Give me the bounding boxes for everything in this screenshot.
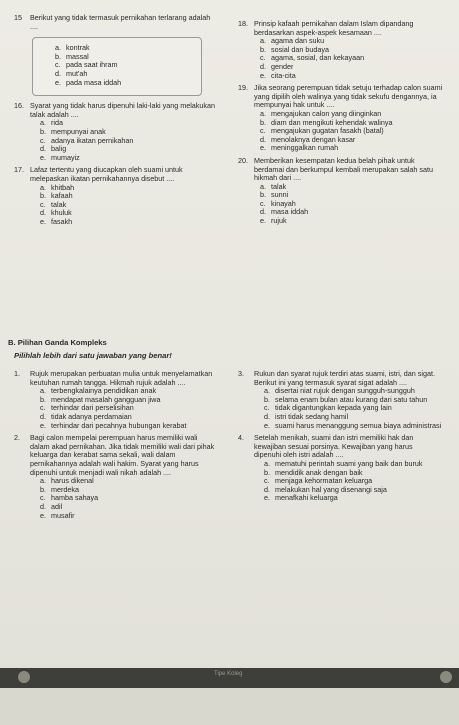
option-text: mempunyai anak xyxy=(51,126,106,136)
option-text: terhindar dari pecahnya hubungan kerabat xyxy=(51,420,187,430)
option-letter: b. xyxy=(40,484,46,494)
question-item xyxy=(238,20,450,80)
option-text: istri tidak sedang hamil xyxy=(275,411,349,421)
options-list xyxy=(14,184,220,227)
option-letter: b. xyxy=(264,467,270,477)
options-list xyxy=(238,183,450,226)
option-text: mengajukan calon yang diinginkan xyxy=(271,108,382,118)
answer-option[interactable] xyxy=(14,218,220,227)
option-text: balig xyxy=(51,144,67,154)
option-letter: d. xyxy=(260,134,266,144)
answer-option[interactable] xyxy=(238,422,450,431)
section-title: B. Pilihan Ganda Kompleks xyxy=(8,338,107,347)
options-list xyxy=(238,37,450,80)
question-number: 19. xyxy=(238,83,248,93)
option-letter: c. xyxy=(40,199,46,209)
circle-icon xyxy=(18,671,30,683)
answer-option[interactable] xyxy=(14,512,220,521)
question-text: Setelah menikah, suami dan istri memiliki hak dan kewajiban sesuai porsinya. Kewajiban yang harus dipenuhi oleh istri adalah .... xyxy=(254,433,414,460)
answer-option[interactable] xyxy=(238,37,450,46)
option-text: agama, sosial, dan kekayaan xyxy=(271,53,365,63)
answer-option[interactable] xyxy=(238,144,450,153)
answer-option[interactable] xyxy=(238,136,450,145)
question-text: Memberikan kesempatan kedua belah pihak untuk berdamai dan berkumpul kembali merupakan salah satu hikmah dari .... xyxy=(254,155,433,183)
question-text: Lafaz tertentu yang diucapkan oleh suami untuk melepaskan ikatan pernikahannya disebut .... xyxy=(30,165,183,183)
question-text: Syarat yang tidak harus dipenuhi laki-laki yang melakukan talak adalah .... xyxy=(30,101,215,119)
question-text: Rujuk merupakan perbuatan mulia untuk menyelamatkan keutuhan rumah tangga. Hikmah rujuk adalah .... xyxy=(30,369,213,387)
options-list xyxy=(238,387,450,430)
option-text: gender xyxy=(271,61,294,71)
option-text: kontrak xyxy=(66,43,90,53)
option-letter: c. xyxy=(260,53,266,63)
option-letter: d. xyxy=(40,501,46,511)
option-text: adanya ikatan pernikahan xyxy=(51,135,134,145)
option-text: menjaga kehormatan keluarga xyxy=(275,476,373,486)
option-letter: b. xyxy=(264,394,270,404)
option-text: agama dan suku xyxy=(271,36,325,46)
option-text: meninggalkan rumah xyxy=(271,143,339,153)
option-letter: b. xyxy=(40,191,46,201)
option-letter: c. xyxy=(260,126,266,136)
option-letter: b. xyxy=(55,51,61,61)
question-text: Berikut yang tidak termasuk pernikahan terlarang adalah .... xyxy=(30,13,211,31)
option-letter: c. xyxy=(264,403,270,413)
option-text: massal xyxy=(66,51,89,61)
option-letter: d. xyxy=(40,411,46,421)
option-letter: a. xyxy=(260,108,266,118)
option-text: mumayiz xyxy=(51,152,80,162)
section-instruction: Pilihlah lebih dari satu jawaban yang benar! xyxy=(14,351,172,360)
option-letter: e. xyxy=(260,70,266,80)
question-text: Jika seorang perempuan tidak setuju terhadap calon suami yang dipilih oleh walinya yang tidak sekufu dengannya, ia mempunyai hak untuk .... xyxy=(254,83,443,110)
option-letter: a. xyxy=(40,118,46,128)
option-letter: a. xyxy=(40,182,46,192)
option-letter: d. xyxy=(40,208,46,218)
option-text: tidak adanya perdamaian xyxy=(51,411,132,421)
option-text: kafaah xyxy=(51,191,73,201)
options-list xyxy=(14,119,220,162)
question-number: 2. xyxy=(14,433,20,443)
option-text: khuluk xyxy=(51,208,72,218)
option-text: sunni xyxy=(271,190,289,200)
option-letter: a. xyxy=(260,181,266,191)
question-item xyxy=(238,370,450,430)
option-letter: c. xyxy=(264,476,270,486)
answer-option[interactable] xyxy=(238,183,450,192)
option-letter: b. xyxy=(260,190,266,200)
left-column-top xyxy=(14,14,220,230)
option-text: talak xyxy=(51,199,67,209)
option-text: menafkahi keluarga xyxy=(275,493,338,503)
option-text: harus dikenal xyxy=(51,476,94,486)
question-item xyxy=(14,370,220,430)
option-text: disertai niat rujuk dengan sungguh-sungguh xyxy=(275,386,415,396)
option-text: rida xyxy=(51,118,63,128)
option-letter: a. xyxy=(264,386,270,396)
option-text: kinayah xyxy=(271,198,296,208)
option-letter: a. xyxy=(264,458,270,468)
option-letter: d. xyxy=(55,68,61,78)
option-text: mut'ah xyxy=(66,68,88,78)
option-letter: c. xyxy=(40,493,46,503)
option-text: diam dan mengikuti kehendak walinya xyxy=(271,117,393,127)
option-letter: d. xyxy=(260,61,266,71)
option-letter: e. xyxy=(260,216,266,226)
question-number: 1. xyxy=(14,369,20,378)
question-item xyxy=(238,157,450,226)
option-letter: c. xyxy=(260,198,266,208)
option-text: mendidik anak dengan baik xyxy=(275,467,363,477)
option-letter: b. xyxy=(260,44,266,54)
answer-option[interactable] xyxy=(14,154,220,163)
question-number: 18. xyxy=(238,19,248,28)
footer-band xyxy=(0,668,459,688)
option-text: suami harus menanggung semua biaya administrasi xyxy=(275,420,442,430)
question-number: 3. xyxy=(238,369,244,378)
option-letter: b. xyxy=(40,394,46,404)
option-text: menolaknya dengan kasar xyxy=(271,134,356,144)
left-column-bottom xyxy=(14,370,220,524)
option-letter: e. xyxy=(260,143,266,153)
option-letter: e. xyxy=(40,510,46,520)
answer-option[interactable] xyxy=(238,63,450,72)
option-letter: e. xyxy=(40,152,46,162)
option-text: merdeka xyxy=(51,484,79,494)
option-text: masa iddah xyxy=(271,207,309,217)
answer-option[interactable] xyxy=(238,208,450,217)
answer-option[interactable] xyxy=(14,422,220,431)
option-text: musafir xyxy=(51,510,75,520)
options-list xyxy=(238,460,450,503)
option-letter: a. xyxy=(260,36,266,46)
right-column-top xyxy=(238,20,450,230)
option-letter: a. xyxy=(55,43,61,53)
answer-option[interactable] xyxy=(238,191,450,200)
options-list xyxy=(32,37,202,96)
option-text: melakukan hal yang disenangi saja xyxy=(275,484,387,494)
option-text: rujuk xyxy=(271,216,287,226)
question-number: 20. xyxy=(238,155,248,165)
option-text: terbengkalainya pendidikan anak xyxy=(51,386,157,396)
question-text: Prinsip kafaah pernikahan dalam Islam dipandang berdasarkan aspek-aspek kesamaan .... xyxy=(254,19,414,37)
option-letter: e. xyxy=(40,420,46,430)
option-letter: d. xyxy=(40,144,46,154)
question-item xyxy=(238,434,450,503)
options-list xyxy=(14,387,220,430)
question-number: 17. xyxy=(14,165,24,175)
bottom-strip xyxy=(0,688,459,725)
section-b xyxy=(8,338,448,360)
option-text: fasakh xyxy=(51,216,73,226)
option-text: talak xyxy=(271,181,287,191)
option-letter: e. xyxy=(55,77,61,87)
option-text: pada masa iddah xyxy=(66,77,122,87)
option-text: terhindar dari perselisihan xyxy=(51,403,134,413)
question-item xyxy=(14,102,220,162)
option-text: adil xyxy=(51,501,63,511)
option-text: mendapat masalah gangguan jiwa xyxy=(51,394,161,404)
option-text: mematuhi perintah suami yang baik dan buruk xyxy=(275,458,423,468)
answer-option[interactable] xyxy=(238,54,450,63)
right-column-bottom xyxy=(238,370,450,507)
question-item xyxy=(14,14,220,96)
option-letter: d. xyxy=(264,484,270,494)
question-item xyxy=(238,84,450,153)
option-text: selama enam bulan atau kurang dari satu tahun xyxy=(275,394,428,404)
question-number: 15 xyxy=(14,13,22,22)
question-item xyxy=(14,434,220,520)
question-text: Bagi calon mempelai perempuan harus memiliki wali dalam akad pernikahan. Jika tidak memiliki wali dari pihak keluarga dan kerabat sama sekali, wali dalam pernikahannya adalah wali hakim. Syarat yang harus dipenuhi untuk menjadi wali nikah adalah .... xyxy=(30,433,215,477)
answer-option[interactable] xyxy=(238,494,450,503)
options-list xyxy=(14,477,220,520)
option-text: tidak digantungkan kepada yang lain xyxy=(275,403,392,413)
option-text: cita-cita xyxy=(271,70,296,80)
option-letter: d. xyxy=(264,411,270,421)
option-text: khitbah xyxy=(51,182,75,192)
option-text: mengajukan gugatan fasakh (batal) xyxy=(271,126,384,136)
option-letter: d. xyxy=(260,207,266,217)
option-letter: e. xyxy=(264,493,270,503)
option-letter: c. xyxy=(55,60,61,70)
question-text: Rukun dan syarat rujuk terdiri atas suami, istri, dan sigat. Berikut ini yang termasuk syarat sigat adalah .... xyxy=(254,369,435,387)
option-letter: b. xyxy=(260,117,266,127)
options-list xyxy=(238,110,450,153)
footer-text: Tipe Koleg xyxy=(214,671,243,677)
answer-option[interactable] xyxy=(238,72,450,81)
answer-option[interactable] xyxy=(43,79,193,88)
option-letter: e. xyxy=(40,216,46,226)
option-text: pada saat ihram xyxy=(66,60,118,70)
option-letter: c. xyxy=(40,135,46,145)
option-text: sosial dan budaya xyxy=(271,44,329,54)
option-letter: a. xyxy=(40,476,46,486)
question-number: 16. xyxy=(14,101,24,111)
option-letter: e. xyxy=(264,420,270,430)
option-letter: c. xyxy=(40,403,46,413)
circle-icon xyxy=(440,671,452,683)
answer-option[interactable] xyxy=(238,217,450,226)
question-item xyxy=(14,166,220,226)
option-letter: b. xyxy=(40,126,46,136)
option-letter: a. xyxy=(40,386,46,396)
question-number: 4. xyxy=(238,433,244,443)
answer-option[interactable] xyxy=(238,200,450,209)
option-text: hamba sahaya xyxy=(51,493,99,503)
